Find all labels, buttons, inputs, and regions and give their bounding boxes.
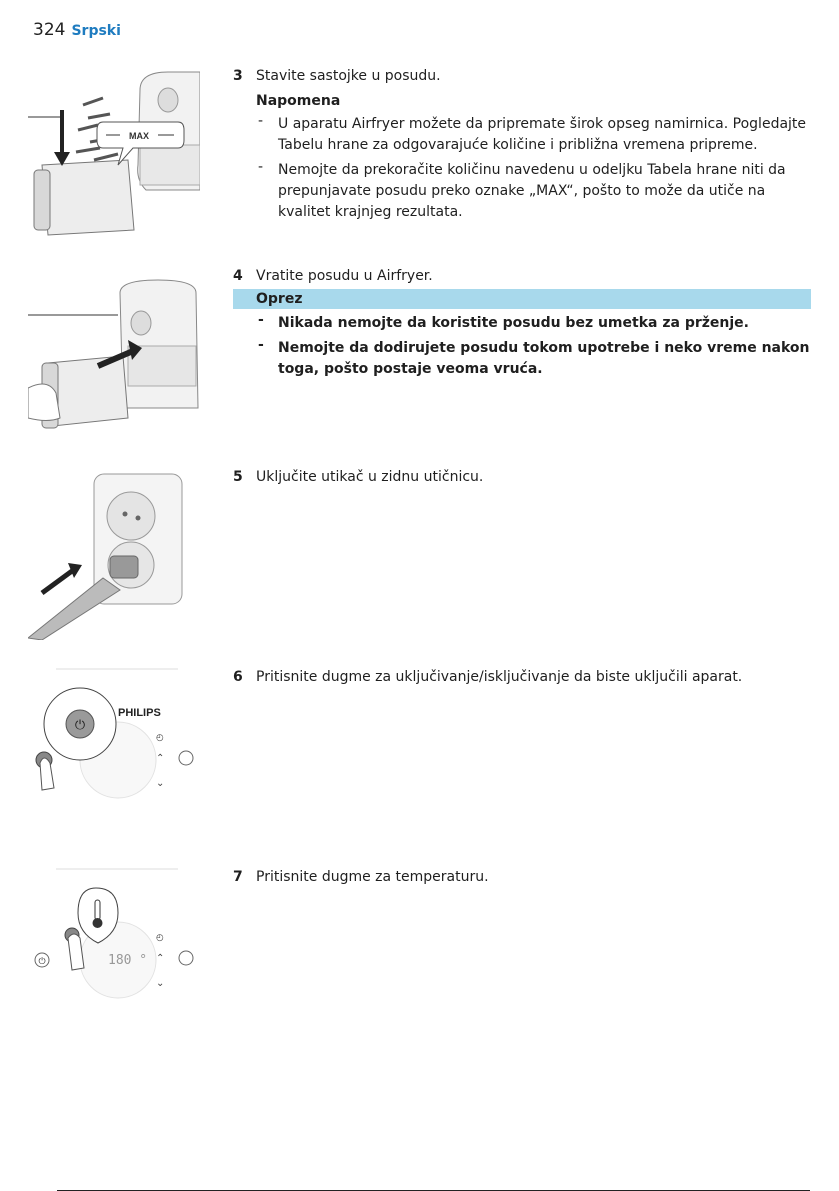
svg-text:◴: ◴: [156, 933, 164, 943]
step-text: Pritisnite dugme za uključivanje/isključivanje da biste uključili aparat.: [256, 669, 743, 685]
brand-label: PHILIPS: [118, 707, 161, 719]
note-bullet: - U aparatu Airfryer možete da pripremate širok opseg namirnica. Pogledajte Tabelu hrane za odgovarajuće količine i približna vremena pripreme.: [256, 114, 811, 156]
figure-insert-basket: [28, 268, 200, 433]
figure-temperature-button: [28, 868, 200, 1008]
max-label: MAX: [129, 131, 149, 141]
caution-bullet: - Nemojte da dodirujete posudu tokom upotrebe i neko vreme nakon toga, pošto postaje veoma vruća.: [256, 338, 811, 380]
step-7: [233, 867, 811, 888]
step-text: Stavite sastojke u posudu.: [256, 68, 441, 84]
caution-bullets: [256, 313, 811, 380]
step-number: 3: [233, 68, 243, 84]
note-title: Napomena: [256, 93, 341, 109]
note-bullet: - Nemojte da prekoračite količinu navedenu u odeljku Tabela hrane niti da prepunjavate posudu preko oznake „MAX“, pošto to može da utiče na kvalitet krajnjeg rezultata.: [256, 160, 811, 223]
step-text: Pritisnite dugme za temperaturu.: [256, 869, 489, 885]
note-bullets: [256, 114, 811, 223]
svg-text:⏻: ⏻: [74, 718, 86, 733]
page-header: [33, 20, 121, 40]
svg-text:⏻: ⏻: [38, 957, 46, 967]
step-number: 7: [233, 869, 243, 885]
step-text: Vratite posudu u Airfryer.: [256, 268, 433, 284]
step-6: [233, 667, 811, 688]
display-readout: 180 °: [108, 953, 148, 968]
step-number: 5: [233, 469, 243, 485]
svg-text:◴: ◴: [156, 733, 164, 743]
step-number: 4: [233, 268, 243, 284]
page-number: 324: [33, 20, 66, 40]
figure-fill-basket: [28, 70, 200, 240]
svg-text:⌃: ⌃: [156, 753, 165, 764]
svg-text:⌃: ⌃: [156, 953, 165, 964]
step-4: [233, 266, 811, 384]
svg-text:⌄: ⌄: [156, 978, 165, 989]
step-5: [233, 467, 811, 488]
svg-text:⌄: ⌄: [156, 778, 165, 789]
step-text: Uključite utikač u zidnu utičnicu.: [256, 469, 484, 485]
caution-bullet: - Nikada nemojte da koristite posudu bez umetka za prženje.: [256, 313, 811, 334]
step-3: [233, 66, 811, 227]
figure-wall-socket: [28, 468, 200, 640]
caution-title: Oprez: [233, 289, 811, 309]
figure-power-button: [28, 668, 200, 808]
language-label: Srpski: [71, 23, 121, 39]
step-number: 6: [233, 669, 243, 685]
